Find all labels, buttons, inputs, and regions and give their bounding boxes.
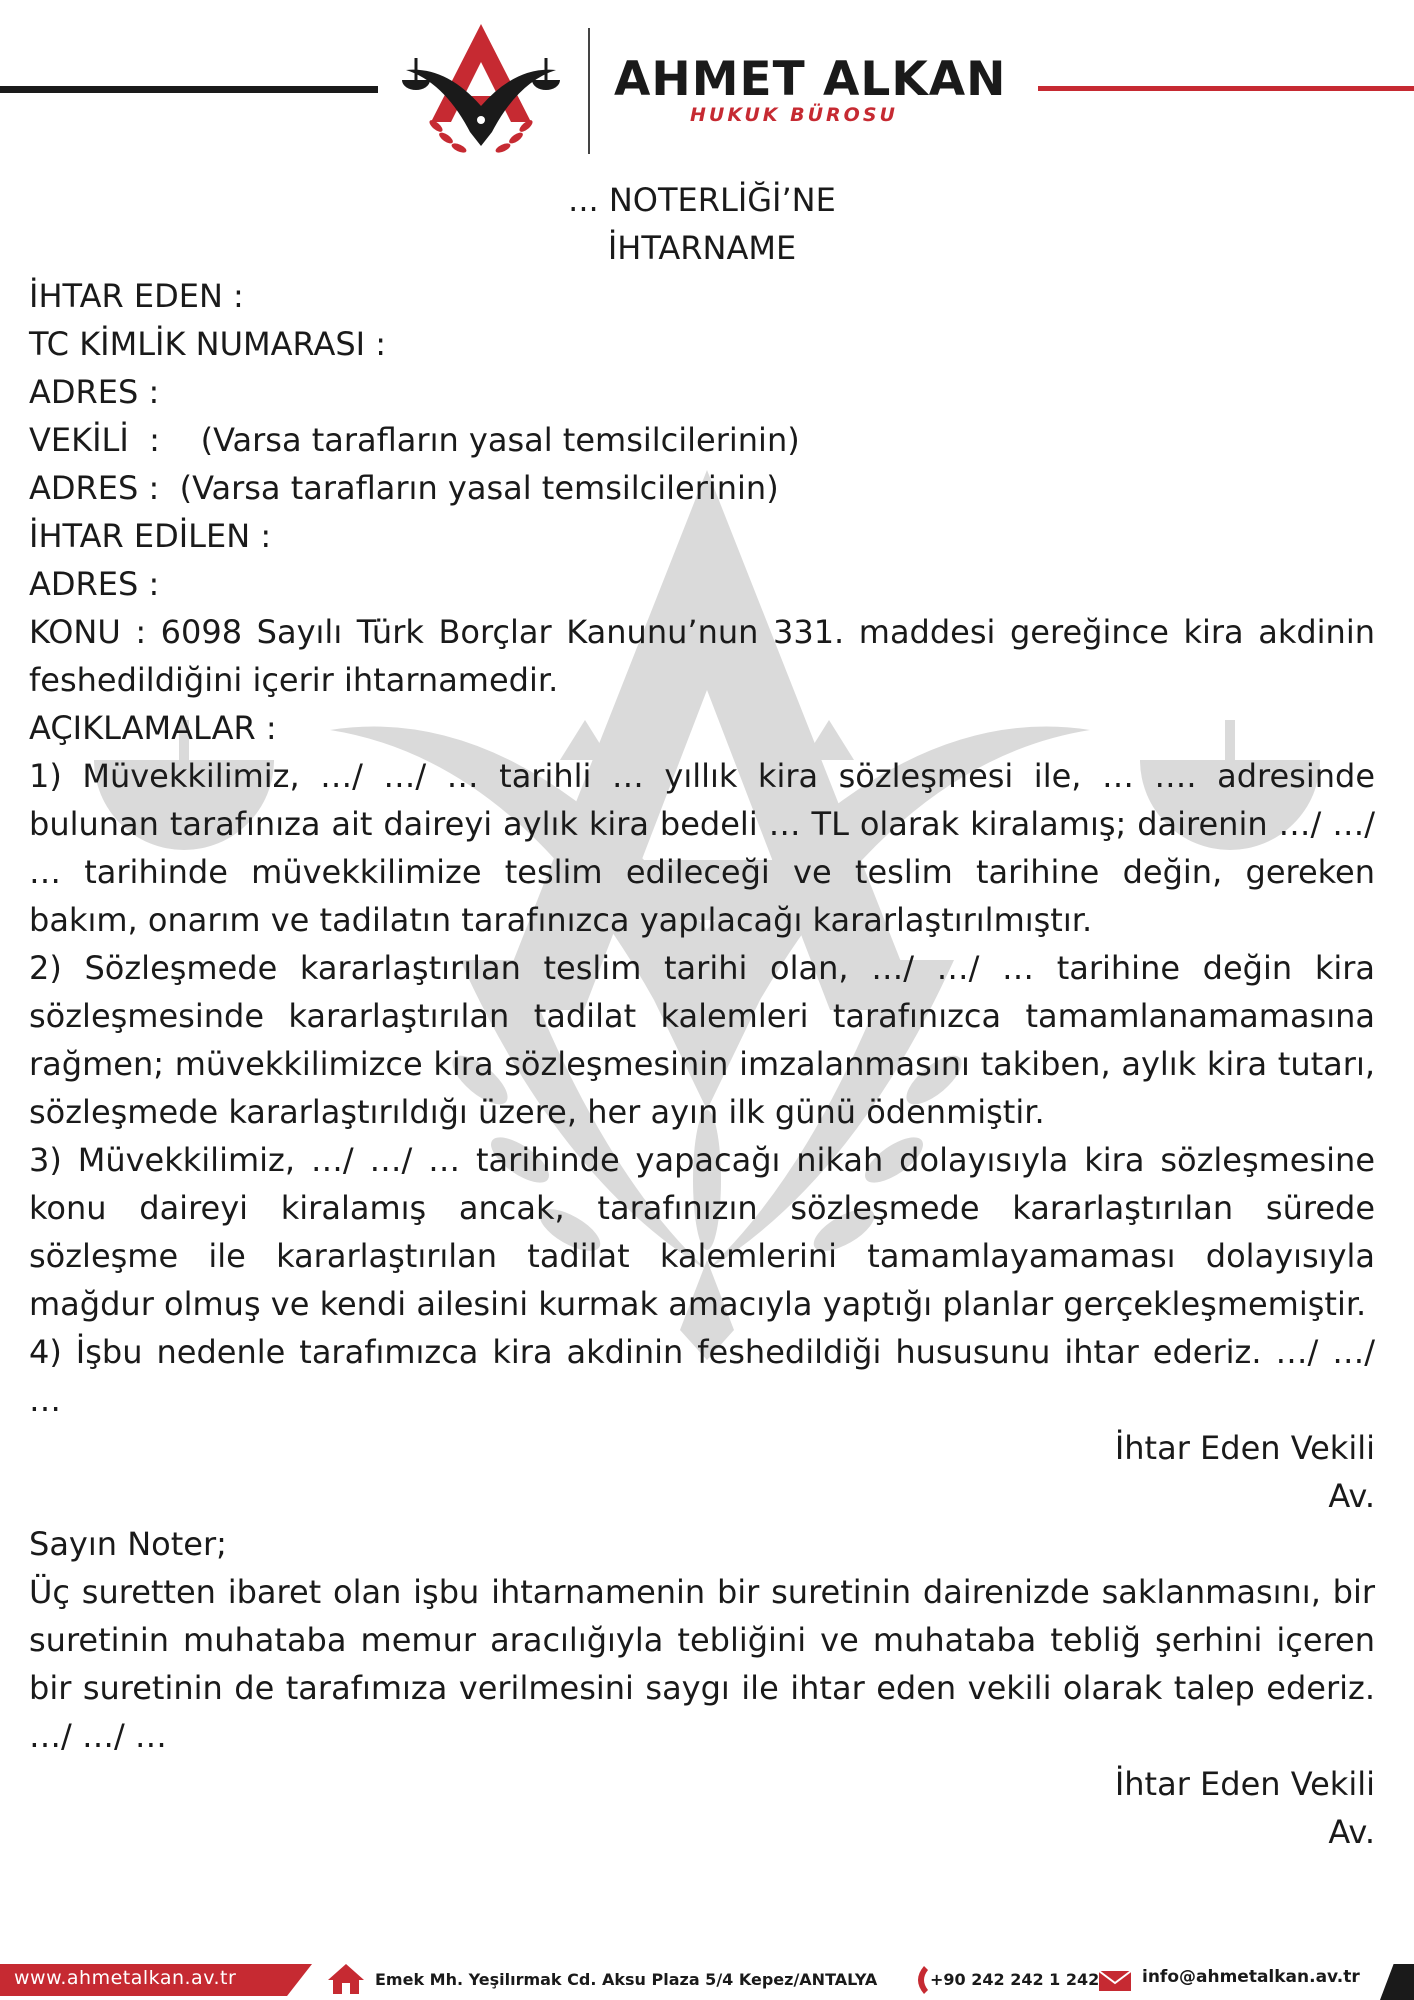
signature-label: İhtar Eden Vekili <box>1114 1429 1375 1467</box>
explanations-label: AÇIKLAMALAR : <box>29 709 277 747</box>
footer-email-link[interactable]: info@ahmetalkan.av.tr <box>1142 1967 1360 1987</box>
header-rule-left <box>0 86 378 93</box>
footer-address: Emek Mh. Yeşilırmak Cd. Aksu Plaza 5/4 Kepez/ANTALYA <box>375 1970 878 1989</box>
salutation: Sayın Noter; <box>29 1525 227 1563</box>
document-body <box>29 176 1375 1856</box>
footer-dark-corner <box>1380 1964 1414 2000</box>
explanation-paragraph: 2) Sözleşmede kararlaştırılan teslim tarihi olan, …/ …/ … tarihine değin kira sözleşmesinde kararlaştırılan tadilat kalemleri tarafınızca tamamlanamamasına rağmen; müvekkilimizce kira sözleşmesinin imzalanmasını takiben, aylık kira tutarı, sözleşmede kararlaştırıldığı üzere, her ayın ilk günü ödenmiştir. <box>29 949 1375 1131</box>
signature-label: İhtar Eden Vekili <box>1114 1765 1375 1803</box>
closing-paragraph: Üç suretten ibaret olan işbu ihtarnamenin bir suretinin dairenizde saklanmasını, bir suretinin muhataba memur aracılığıyla tebliğini ve muhataba tebliğ şerhini içeren bir suretinin de tarafımıza verilmesini saygı ile ihtar eden vekili olarak talep ederiz. …/ …/ … <box>29 1573 1375 1755</box>
explanation-paragraph: 1) Müvekkilimiz, …/ …/ … tarihli … yıllık kira sözleşmesi ile, … …. adresinde bulunan tarafınıza ait daireyi aylık kira bedeli … TL olarak kiralamış; dairenin …/ …/ … tarihinde müvekkilimize teslim edileceği ve teslim tarihine değin, gereken bakım, onarım ve tadilatın tarafınızca yapılacağı kararlaştırılmıştır. <box>29 757 1375 939</box>
field-adres: ADRES : <box>29 373 160 411</box>
letterhead <box>0 0 1414 165</box>
notary-heading: ... NOTERLİĞİ’NE <box>568 181 836 219</box>
header-divider <box>588 28 590 154</box>
document-title: İHTARNAME <box>607 229 797 267</box>
field-vekil-adres: ADRES : (Varsa tarafların yasal temsilcilerinin) <box>29 469 779 507</box>
brand-subtitle: HUKUK BÜROSU <box>690 104 898 126</box>
phone-icon <box>910 1964 930 1996</box>
field-ihtar-edilen: İHTAR EDİLEN : <box>29 517 272 555</box>
brand-name: AHMET ALKAN <box>614 52 1007 107</box>
footer-phone[interactable]: +90 242 242 1 242 <box>930 1970 1100 1989</box>
explanation-paragraph: 4) İşbu nedenle tarafımızca kira akdinin feshedildiği hususunu ihtar ederiz. …/ …/ … <box>29 1333 1375 1419</box>
subject-paragraph: KONU : 6098 Sayılı Türk Borçlar Kanunu’nun 331. maddesi gereğince kira akdinin feshedildiğini içerir ihtarnamedir. <box>29 613 1375 699</box>
footer-website-link[interactable]: www.ahmetalkan.av.tr <box>14 1967 237 1989</box>
field-vekili: VEKİLİ : (Varsa tarafların yasal temsilcilerinin) <box>29 421 800 459</box>
scales-logo-icon <box>396 22 566 162</box>
footer <box>0 1960 1414 2000</box>
explanation-paragraph: 3) Müvekkilimiz, …/ …/ … tarihinde yapacağı nikah dolayısıyla kira sözleşmesine konu daireyi kiralamış ancak, tarafınızın sözleşmede kararlaştırılan sürede sözleşme ile kararlaştırılan tadilat kalemlerini tamamlayamaması dolayısıyla mağdur olmuş ve kendi ailesini kurmak amacıyla yaptığı planlar gerçekleşmemiştir. <box>29 1141 1375 1323</box>
mail-icon <box>1098 1970 1132 1992</box>
header-rule-right <box>1038 86 1414 91</box>
signature-title: Av. <box>1328 1477 1375 1515</box>
field-ihtar-eden: İHTAR EDEN : <box>29 277 244 315</box>
signature-title: Av. <box>1328 1813 1375 1851</box>
field-tc-kimlik: TC KİMLİK NUMARASI : <box>29 325 387 363</box>
field-edilen-adres: ADRES : <box>29 565 160 603</box>
home-icon <box>326 1962 366 1996</box>
